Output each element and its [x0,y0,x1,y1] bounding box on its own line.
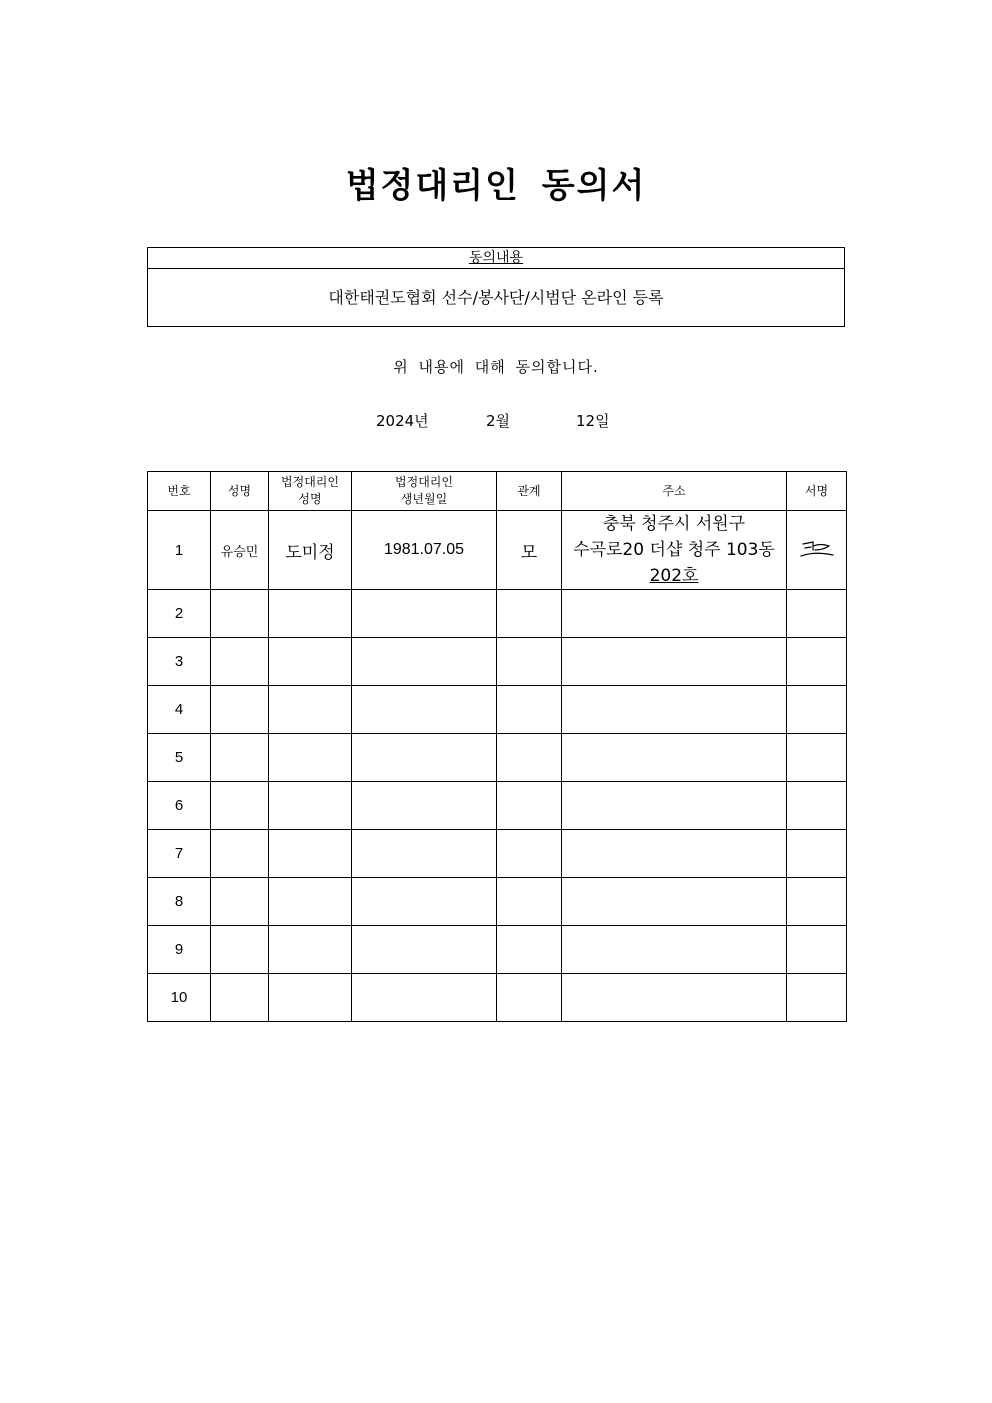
row-number: 10 [148,974,211,1022]
row-number: 7 [148,830,211,878]
row-number: 9 [148,926,211,974]
row-number: 2 [148,590,211,638]
agreement-statement: 위 내용에 대해 동의합니다. [393,358,599,376]
row-name: 유승민 [211,511,269,590]
address-line-3: 202호 [649,566,699,586]
header-guardian-name: 법정대리인 성명 [269,472,352,511]
row-number: 1 [148,511,211,590]
address-line-1: 충북 청주시 서원구 [602,514,746,534]
row-number: 8 [148,878,211,926]
address-line-2: 수곡로20 더샵 청주 103동 [573,540,775,560]
date-line [0,410,992,431]
consent-content-box [147,247,845,327]
table-row [148,638,847,686]
row-number: 3 [148,638,211,686]
table-row [148,926,847,974]
row-address [562,511,787,590]
signature-image [799,538,835,562]
consent-header: 동의내용 [148,248,844,269]
table-row [148,511,847,590]
table-row [148,830,847,878]
row-number: 5 [148,734,211,782]
document-title: 법정대리인 동의서 [345,166,647,206]
date-day: 12일 [576,412,610,430]
row-number: 6 [148,782,211,830]
header-name: 성명 [211,472,269,511]
table-row [148,686,847,734]
row-signature [787,511,847,590]
row-guardian-birth: 1981.07.05 [352,511,497,590]
date-month: 2월 [486,412,511,430]
header-guardian-birth: 법정대리인 생년월일 [352,472,497,511]
table-row [148,782,847,830]
header-relation: 관계 [497,472,562,511]
guardian-table [147,471,847,1022]
table-row [148,590,847,638]
table-row [148,974,847,1022]
consent-content: 대한태권도협회 선수/봉사단/시범단 온라인 등록 [328,288,664,307]
row-number: 4 [148,686,211,734]
row-guardian-name: 도미정 [269,511,352,590]
table-row [148,878,847,926]
date-year: 2024년 [376,412,429,430]
row-relation: 모 [497,511,562,590]
header-address: 주소 [562,472,787,511]
header-number: 번호 [148,472,211,511]
table-header-row [148,472,847,511]
header-signature: 서명 [787,472,847,511]
table-row [148,734,847,782]
